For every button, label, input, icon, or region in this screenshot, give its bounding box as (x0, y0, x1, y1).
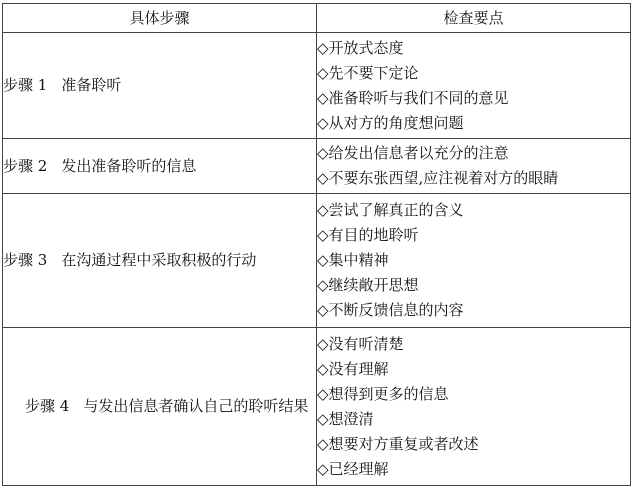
check-item: ◇想得到更多的信息 (317, 384, 449, 403)
check-item: ◇继续敞开思想 (317, 276, 419, 294)
check-item: ◇准备聆听与我们不同的意见 (317, 88, 509, 107)
check-item: ◇没有理解 (317, 359, 389, 378)
check-cell (317, 328, 631, 486)
step-text: 与发出信息者确认自己的聆听结果 (83, 397, 309, 415)
check-item: ◇先不要下定论 (317, 63, 419, 82)
check-item: ◇开放式态度 (317, 38, 404, 57)
check-item: ◇不要东张西望,应注视着对方的眼睛 (317, 169, 559, 187)
table-header-row (3, 4, 631, 33)
check-item: ◇集中精神 (317, 251, 389, 269)
check-item: ◇尝试了解真正的含义 (317, 201, 464, 219)
check-item: ◇不断反馈信息的内容 (317, 301, 464, 319)
check-item: ◇从对方的角度想问题 (317, 113, 464, 132)
header-check: 检查要点 (317, 4, 631, 33)
check-item: ◇给发出信息者以充分的注意 (317, 144, 509, 162)
check-cell (317, 194, 631, 328)
step-number: 步骤 3 (3, 251, 48, 269)
table-row (3, 139, 631, 194)
step-cell (3, 139, 317, 194)
listening-steps-table (2, 3, 631, 486)
step-cell (3, 194, 317, 328)
check-item: ◇已经理解 (317, 459, 389, 478)
check-cell (317, 139, 631, 194)
step-number: 步骤 1 (3, 76, 48, 94)
check-cell (317, 33, 631, 139)
step-text: 准备聆听 (61, 76, 122, 94)
step-cell (3, 328, 317, 486)
table-row (3, 328, 631, 486)
check-item: ◇想澄清 (317, 409, 374, 428)
step-number: 步骤 2 (3, 156, 48, 175)
table-row (3, 194, 631, 328)
check-item: ◇想要对方重复或者改述 (317, 434, 479, 453)
step-cell (3, 33, 317, 139)
step-text: 在沟通过程中采取积极的行动 (61, 251, 257, 269)
step-text: 发出准备聆听的信息 (61, 156, 197, 175)
table-row (3, 33, 631, 139)
check-item: ◇有目的地聆听 (317, 226, 419, 244)
check-item: ◇没有听清楚 (317, 334, 404, 353)
step-number: 步骤 4 (25, 397, 70, 415)
header-step: 具体步骤 (3, 4, 317, 33)
